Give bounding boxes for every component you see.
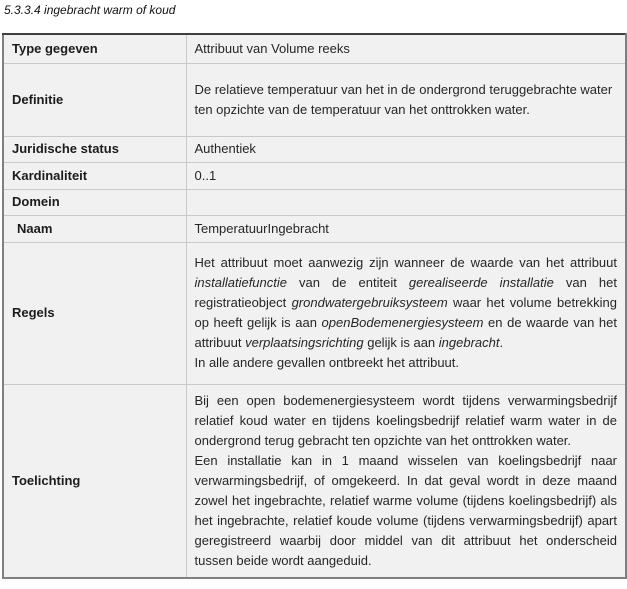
row-label: Definitie bbox=[3, 63, 186, 136]
attribute-spec-table bbox=[2, 33, 627, 579]
table-row-type-gegeven bbox=[3, 34, 626, 63]
row-label: Type gegeven bbox=[3, 34, 186, 63]
row-value bbox=[186, 189, 626, 215]
table-row-regels bbox=[3, 242, 626, 384]
row-value: Bij een open bodemenergiesysteem wordt tijdens verwarmingsbedrijf relatief koud water en tijdens koelingsbedrijf relatief warm water in de ondergrond terug gebracht ten opzichte van het onttrokken water. Een installatie kan in 1 maand wisselen van koelingsbedrijf naar verwarmingsbedrijf, of omgekeerd. In dat geval wordt in deze maand zowel het ingebrachte, relatief warme volume (tijdens koelingsbedrijf) als het ingebrachte, relatief koude volume (tijdens verwarmingsbedrijf) apart geregistreerd waarbij door middel van dit attribuut het onderscheid tussen beide wordt aangeduid. bbox=[186, 384, 626, 578]
section-title: 5.3.3.4 ingebracht warm of koud bbox=[4, 3, 176, 17]
row-value: Attribuut van Volume reeks bbox=[186, 34, 626, 63]
table-row-juridische-status bbox=[3, 136, 626, 162]
row-label: Toelichting bbox=[3, 384, 186, 578]
document-page bbox=[0, 4, 627, 589]
table-row-naam bbox=[3, 215, 626, 242]
table-row-kardinaliteit bbox=[3, 162, 626, 189]
row-label: Domein bbox=[3, 189, 186, 215]
row-label: Kardinaliteit bbox=[3, 162, 186, 189]
row-value: 0..1 bbox=[186, 162, 626, 189]
row-value: Het attribuut moet aanwezig zijn wanneer de waarde van het attribuut installatiefunctie van de entiteit gerealiseerde installatie van het registratieobject grondwatergebruiksysteem waar het volume betrekking op heeft gelijk is aan openBodemenergiesysteem en de waarde van het attribuut verplaatsingsrichting gelijk is aan ingebracht. In alle andere gevallen ontbreekt het attribuut. bbox=[186, 242, 626, 384]
row-value: De relatieve temperatuur van het in de ondergrond teruggebrachte water ten opzichte van de temperatuur van het onttrokken water. bbox=[186, 63, 626, 136]
table-row-toelichting bbox=[3, 384, 626, 578]
table-row-domein bbox=[3, 189, 626, 215]
row-value: Authentiek bbox=[186, 136, 626, 162]
table-row-definitie bbox=[3, 63, 626, 136]
row-label: Regels bbox=[3, 242, 186, 384]
row-label: Juridische status bbox=[3, 136, 186, 162]
row-value: TemperatuurIngebracht bbox=[186, 215, 626, 242]
row-label: Naam bbox=[3, 215, 186, 242]
